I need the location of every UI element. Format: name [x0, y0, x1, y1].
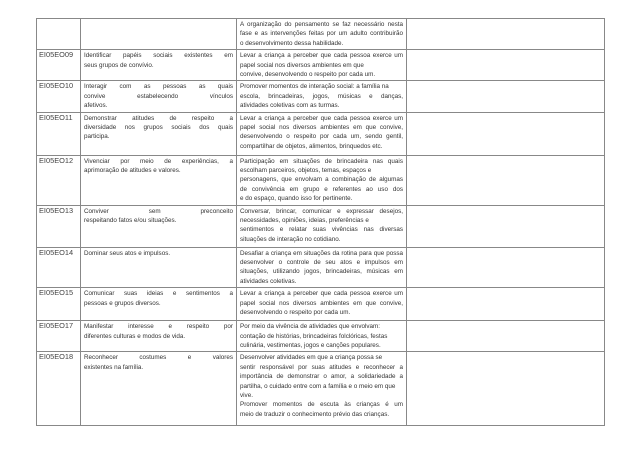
cell-line: atividades coletivas. — [240, 277, 297, 285]
activities-cell — [237, 112, 407, 155]
table-row — [37, 19, 605, 50]
cell-line: Promover momentos de interação social: a família na — [240, 83, 389, 91]
activities-cell — [237, 321, 407, 352]
code-cell: EI05EO10 — [37, 81, 81, 112]
cell-line: Interagir com as pessoas as quais — [84, 83, 233, 91]
notes-cell — [407, 352, 605, 426]
cell-line: Por meio da vivência de atividades que envolvam: — [240, 323, 381, 331]
objective-cell — [81, 19, 237, 50]
code-cell: EI05EO09 — [37, 50, 81, 81]
cell-line: partilha, o cuidado entre com a família e o meio em que — [240, 382, 396, 390]
cell-line: Promover momentos de escuta às crianças é um — [240, 401, 403, 409]
code-cell: EI05EO14 — [37, 247, 81, 288]
objective-cell — [81, 321, 237, 352]
cell-line: Manifestar interesse e respeito por — [84, 323, 233, 331]
objective-cell — [81, 205, 237, 247]
table-row — [37, 50, 605, 81]
cell-line: Desenvolver atividades em que a criança possa se — [240, 354, 383, 362]
notes-cell — [407, 321, 605, 352]
table-row — [37, 247, 605, 288]
cell-line: contação de histórias, brincadeiras folclóricas, festas — [240, 332, 388, 340]
activities-cell — [237, 352, 407, 426]
cell-line: Levar a criança a perceber que cada pessoa exerce um — [240, 114, 403, 122]
cell-line: de convivência em grupo e referentes ao uso dos — [240, 185, 403, 193]
code-cell: EI05EO13 — [37, 205, 81, 247]
cell-line: Identificar papéis sociais existentes em — [84, 52, 233, 60]
cell-line: compartilhar de objetos, alimentos, brinquedos etc. — [240, 142, 383, 150]
cell-line: Demonstrar atitudes de respeito a — [84, 114, 233, 122]
cell-line: respeitando fatos e/ou situações. — [84, 216, 177, 224]
cell-line: aprimoração de atitudes e valores. — [84, 166, 181, 174]
cell-line: afetivos. — [84, 102, 108, 110]
table-row — [37, 288, 605, 321]
cell-line: desenvolvendo o respeito por cada um, sendo gentil, — [240, 133, 403, 141]
table-row — [37, 205, 605, 247]
cell-line: Conviver sem preconceito — [84, 207, 233, 215]
cell-line: personagens, que envolvam a combinação de algumas — [240, 176, 403, 184]
cell-line: sentimentos e relatar suas vivências nas diversas — [240, 226, 403, 234]
objective-cell — [81, 288, 237, 321]
cell-line: sentir responsável por suas atitudes e reconhecer a — [240, 363, 403, 371]
cell-line: papel social nos diversos ambientes em que convive, — [240, 123, 403, 131]
cell-line: culinária, vestimentas, jogos e canções populares. — [240, 341, 381, 349]
cell-line: Dominar seus atos e impulsos. — [84, 249, 171, 257]
cell-line: escola, brincadeiras, jogos, músicas e danças, — [240, 92, 403, 100]
activities-cell — [237, 205, 407, 247]
cell-line: situações de interação no cotidiano. — [240, 235, 341, 243]
notes-cell — [407, 205, 605, 247]
table-body — [37, 19, 605, 426]
code-cell: EI05EO11 — [37, 112, 81, 155]
table-row — [37, 81, 605, 112]
objective-cell — [81, 112, 237, 155]
cell-line: seus grupos de convívio. — [84, 61, 154, 69]
cell-line: Participação em situações de brincadeira nas quais — [240, 157, 403, 165]
notes-cell — [407, 247, 605, 288]
activities-cell — [237, 155, 407, 205]
cell-line: papel social nos diversos ambientes em que convive, — [240, 299, 403, 307]
table-row — [37, 352, 605, 426]
cell-line: desenvolver o controle de seu atos e impulsos em — [240, 258, 403, 266]
cell-line: A organização do pensamento se faz necessário nesta — [240, 21, 403, 28]
cell-line: Vivenciar por meio de experiências, a — [84, 157, 233, 165]
notes-cell — [407, 288, 605, 321]
notes-cell — [407, 112, 605, 155]
cell-line: atividades coletivas com as turmas. — [240, 102, 340, 110]
curriculum-table — [36, 18, 605, 426]
objective-cell — [81, 352, 237, 426]
cell-line: Levar a criança a perceber que cada pessoa exerce um — [240, 290, 403, 298]
code-cell: EI05EO18 — [37, 352, 81, 426]
objective-cell — [81, 50, 237, 81]
cell-line: desenvolvendo o respeito por cada um. — [240, 308, 351, 316]
cell-line: situações, utilizando jogos, brincadeiras, músicas em — [240, 268, 403, 276]
notes-cell — [407, 19, 605, 50]
code-cell: EI05EO17 — [37, 321, 81, 352]
activities-cell — [237, 288, 407, 321]
cell-line: papel social nos diversos ambientes em que — [240, 61, 364, 69]
cell-line: importância de demonstrar o amor, a solidariedade a — [240, 373, 403, 381]
activities-cell — [237, 19, 407, 50]
objective-cell — [81, 247, 237, 288]
cell-line: pessoas e grupos diversos. — [84, 299, 161, 307]
table-row — [37, 112, 605, 155]
activities-cell — [237, 81, 407, 112]
cell-line: diversidade nos grupos sociais dos quais — [84, 123, 233, 131]
cell-line: Desafiar a criança em situações da rotina para que possa — [240, 249, 403, 257]
cell-line: diferentes culturas e modos de vida. — [84, 332, 186, 340]
notes-cell — [407, 50, 605, 81]
cell-line: e do espaço, quando isso for pertinente. — [240, 195, 353, 203]
code-cell: EI05EO12 — [37, 155, 81, 205]
cell-line: necessidades, opiniões, ideias, preferências e — [240, 216, 369, 224]
objective-cell — [81, 155, 237, 205]
activities-cell — [237, 247, 407, 288]
cell-line: o desenvolvimento dessa habilidade. — [240, 39, 344, 47]
code-cell — [37, 19, 81, 50]
cell-line: convive estabelecendo vínculos — [84, 92, 233, 100]
cell-line: existentes na família. — [84, 363, 144, 371]
notes-cell — [407, 81, 605, 112]
objective-cell — [81, 81, 237, 112]
cell-line: Levar a criança a perceber que cada pessoa exerce um — [240, 52, 403, 60]
cell-line: Reconhecer costumes e valores — [84, 354, 233, 362]
cell-line: Conversar, brincar, comunicar e expressar desejos, — [240, 207, 403, 215]
cell-line: Comunicar suas ideias e sentimentos a — [84, 290, 233, 298]
cell-line: escolham parceiros, objetos, temas, espaços e — [240, 166, 372, 174]
cell-line: vive. — [240, 391, 253, 399]
cell-line: participa. — [84, 133, 110, 141]
cell-line: convive, desenvolvendo o respeito por cada um. — [240, 70, 376, 78]
notes-cell — [407, 155, 605, 205]
cell-line: fase e as intervenções feitas por um adulto contribuirão — [240, 30, 403, 38]
activities-cell — [237, 50, 407, 81]
code-cell: EI05EO15 — [37, 288, 81, 321]
table-row — [37, 321, 605, 352]
cell-line: meio de traduzir o conhecimento prévio das crianças. — [240, 410, 390, 418]
table-row — [37, 155, 605, 205]
